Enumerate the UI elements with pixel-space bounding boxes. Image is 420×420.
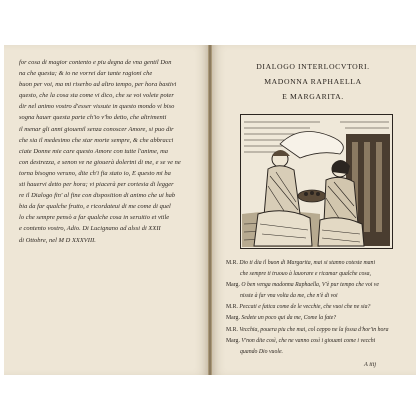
dialogue-text-span: Dio ti dia il buon di Margarita, mai si stanno coteste mani — [239, 260, 376, 266]
text-line: e contento vostro, Adio. Di Lucignano ad alssi di XXII — [19, 225, 161, 233]
right-page — [210, 45, 416, 375]
text-line: for cosa di magior contento e piu degna de vna gentil Don — [19, 59, 172, 66]
dialogue-text-span: Sedete un poco qui da me, Come la fate? — [241, 315, 337, 322]
dialogue-line — [226, 336, 410, 347]
text-line: ciate Donne mie care questo Amore con tutte l'anime, ma — [19, 147, 169, 155]
dialogue-text-span: nisste à far vna volta da me, che n'è di voi — [240, 293, 338, 300]
dialogue-title: DIALOGO INTERLOCVTORI. — [256, 62, 370, 71]
dialogue-line — [226, 313, 410, 324]
open-book — [4, 45, 416, 375]
speaker-label: M.R. — [226, 260, 240, 266]
text-line: dir nel animo vostro d'esser vissute in questo mondo vi biso — [19, 103, 175, 111]
speaker-label: Marg. — [226, 337, 242, 344]
interlocutor-2: E MARGARITA. — [282, 92, 344, 101]
text-line: buon per voi, ma mi riserbo ad altro tempo, per hora bastivi — [19, 81, 177, 89]
dialogue-text-span: V'non dite così, che ne vanno così i giouani come i vecchi — [241, 337, 376, 344]
speaker-label: M.R. — [226, 304, 240, 311]
dialogue-text — [226, 258, 410, 358]
text-line: re il Dialogo fin' al fine con disposition di animo che ui hab — [19, 192, 176, 200]
dialogue-text-span: quando Dio vuole. — [240, 348, 283, 355]
left-page-text — [19, 57, 199, 246]
dialogue-line — [226, 291, 410, 302]
text-line: sti hauervi detto per hora; vi piacerà per cortesia di legger — [19, 181, 174, 189]
text-line: il menar gli anni giouenil senza conoscer Amore, si puo dir — [19, 125, 174, 133]
woodcut-illustration — [240, 114, 393, 249]
dialogue-line — [226, 280, 410, 291]
text-line: torna bisogno veruno, dite ch'i fia stato io, E questo mi ba — [19, 169, 171, 177]
dialogue-line — [226, 347, 410, 358]
text-line: che sia il medesimo che star morte sempre, & che abbracci — [19, 136, 174, 144]
dialogue-line — [226, 258, 410, 269]
text-line: sogna hauer questa parte ch'io v'ho detto, che altrimenti — [19, 114, 167, 122]
dialogue-line — [226, 302, 410, 313]
dialogue-text-span: Peccati e fatica come de le vecchie, che vuoi che ne sia? — [239, 304, 371, 311]
text-line: questo, che la cosa sta come vi dico, che se voi volete poter — [19, 92, 174, 100]
text-line: con destrezza, e senon ve ne giouerà dolertni di me, e se ve ne — [19, 158, 181, 166]
dialogue-line — [226, 325, 410, 336]
speaker-label: Marg. — [226, 282, 242, 289]
dialogue-line — [226, 269, 410, 280]
signature-mark: A iiij — [364, 361, 377, 368]
interlocutor-1: MADONNA RAPHAELLA — [264, 77, 362, 86]
book-spine — [208, 45, 212, 375]
text-line: bia da far qualche frutto, e ricordateui di me come di quel — [19, 203, 171, 211]
speaker-label: M.R. — [226, 326, 240, 333]
text-line: lo che sempre pensò a far qualche cosa in seruitio et vtile — [19, 214, 170, 222]
text-line: na che questa; & io ne vorrei dar tante ragioni che — [19, 70, 153, 78]
dialogue-text-span: Vecchia, pouera piu che mai, col ceppo ne la fossa d'hor'in hora — [239, 326, 389, 333]
text-line: di Ottobre, nel M D XXXVIII. — [19, 236, 96, 244]
dialogue-text-span: che sempre ti truouo à lauorare e ricamar qualche cosa, — [240, 271, 371, 278]
speaker-label: Marg. — [226, 315, 242, 322]
left-page — [4, 45, 210, 375]
dialogue-text-span: O ben venga madonna Raphaella, V'è pur tempo che voi ve — [241, 282, 379, 289]
